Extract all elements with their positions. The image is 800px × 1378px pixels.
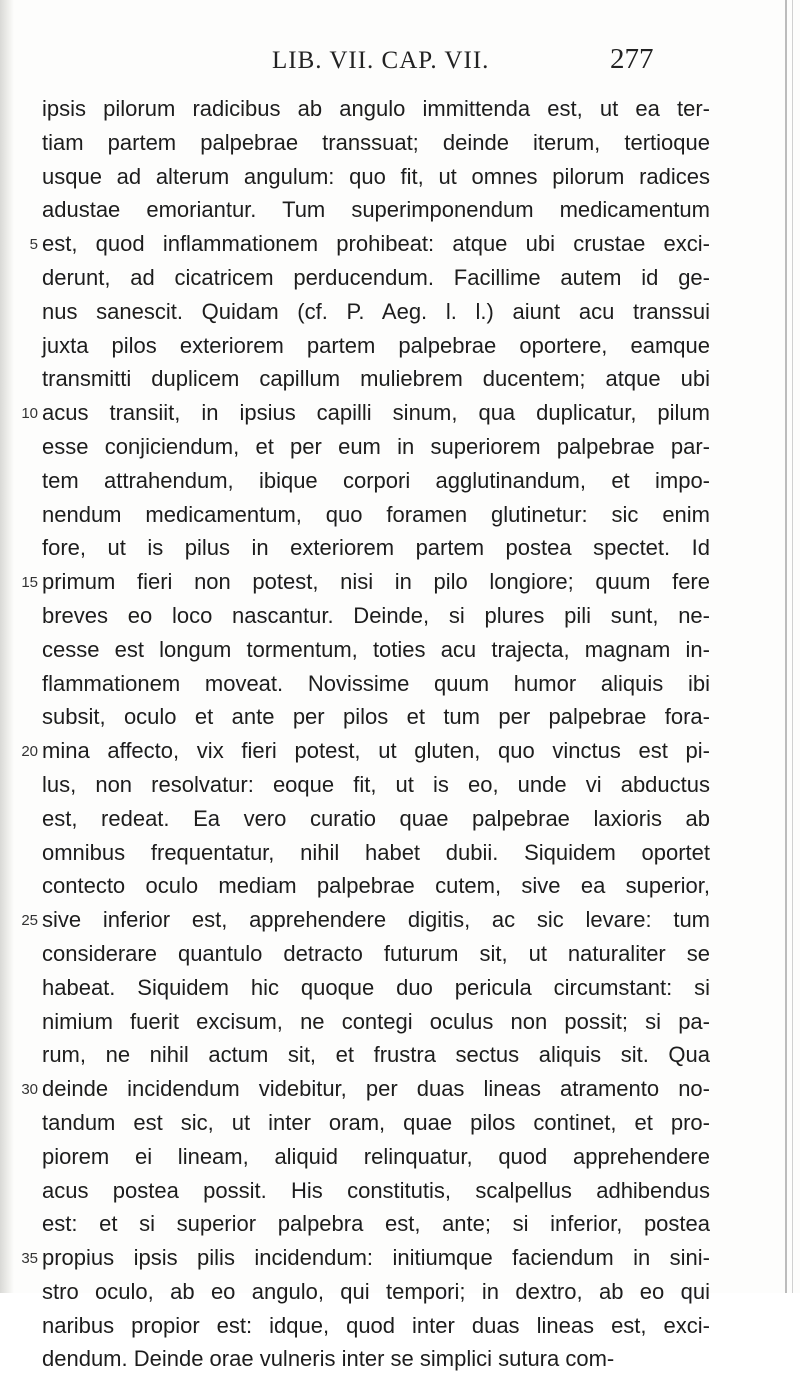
text-line bbox=[0, 1243, 800, 1277]
text-line bbox=[0, 297, 800, 331]
text-line bbox=[0, 1311, 800, 1345]
text-line bbox=[0, 838, 800, 872]
line-text: transmitti duplicem capillum muliebrem ducentem; atque ubi bbox=[42, 366, 710, 392]
line-number: 20 bbox=[21, 743, 38, 761]
text-line bbox=[0, 1108, 800, 1142]
text-line bbox=[0, 635, 800, 669]
page-number: 277 bbox=[610, 43, 654, 75]
text-line bbox=[0, 871, 800, 905]
text-line bbox=[0, 94, 800, 128]
text-line bbox=[0, 1142, 800, 1176]
line-text: est: et si superior palpebra est, ante; si inferior, postea bbox=[42, 1211, 710, 1237]
line-text: usque ad alterum angulum: quo fit, ut omnes pilorum radices bbox=[42, 163, 710, 189]
line-text: flammationem moveat. Novissime quum humor aliquis ibi bbox=[42, 670, 710, 696]
text-line bbox=[0, 770, 800, 804]
line-text: fore, ut is pilus in exteriorem partem postea spectet. Id bbox=[42, 535, 710, 561]
line-text: propius ipsis pilis incidendum: initiumque faciendum in sini- bbox=[42, 1245, 710, 1271]
line-text: derunt, ad cicatricem perducendum. Facillime autem id ge- bbox=[42, 264, 710, 290]
line-text: omnibus frequentatur, nihil habet dubii. Siquidem oportet bbox=[42, 839, 710, 865]
text-line bbox=[0, 331, 800, 365]
text-line bbox=[0, 1277, 800, 1311]
line-text: tandum est sic, ut inter oram, quae pilos continet, et pro- bbox=[42, 1109, 710, 1135]
text-line bbox=[0, 669, 800, 703]
line-text: rum, ne nihil actum sit, et frustra sectus aliquis sit. Qua bbox=[42, 1042, 710, 1068]
line-text: primum fieri non potest, nisi in pilo longiore; quum fere bbox=[42, 569, 710, 595]
line-text: subsit, oculo et ante per pilos et tum per palpebrae fora- bbox=[42, 704, 710, 730]
line-text: deinde incidendum videbitur, per duas lineas atramento no- bbox=[42, 1076, 710, 1102]
text-line bbox=[0, 1209, 800, 1243]
running-head bbox=[0, 43, 800, 83]
text-line bbox=[0, 1007, 800, 1041]
text-line bbox=[0, 195, 800, 229]
text-line bbox=[0, 364, 800, 398]
text-line bbox=[0, 398, 800, 432]
text-line bbox=[0, 567, 800, 601]
line-text: stro oculo, ab eo angulo, qui tempori; in dextro, ab eo qui bbox=[42, 1278, 710, 1304]
line-text: adustae emoriantur. Tum superimponendum medicamentum bbox=[42, 197, 710, 223]
text-line bbox=[0, 500, 800, 534]
line-number: 35 bbox=[21, 1250, 38, 1268]
line-text: contecto oculo mediam palpebrae cutem, sive ea superior, bbox=[42, 873, 710, 899]
line-text: cesse est longum tormentum, toties acu trajecta, magnam in- bbox=[42, 636, 710, 662]
text-line bbox=[0, 533, 800, 567]
text-line bbox=[0, 601, 800, 635]
line-number: 15 bbox=[21, 574, 38, 592]
line-text: nus sanescit. Quidam (cf. P. Aeg. l. l.) aiunt acu transsui bbox=[42, 298, 710, 324]
line-number: 25 bbox=[21, 912, 38, 930]
line-number: 5 bbox=[29, 236, 38, 254]
line-text: dendum. Deinde orae vulneris inter se simplici sutura com- bbox=[42, 1346, 615, 1372]
line-text: naribus propior est: idque, quod inter duas lineas est, exci- bbox=[42, 1312, 710, 1338]
line-number: 30 bbox=[21, 1081, 38, 1099]
text-line bbox=[0, 804, 800, 838]
body-text bbox=[0, 94, 800, 1378]
line-text: habeat. Siquidem hic quoque duo pericula circumstant: si bbox=[42, 974, 710, 1000]
text-line bbox=[0, 1344, 800, 1378]
line-text: esse conjiciendum, et per eum in superiorem palpebrae par- bbox=[42, 433, 710, 459]
line-text: est, redeat. Ea vero curatio quae palpebrae laxioris ab bbox=[42, 805, 710, 831]
text-line bbox=[0, 736, 800, 770]
line-text: juxta pilos exteriorem partem palpebrae oportere, eamque bbox=[42, 332, 710, 358]
line-text: est, quod inflammationem prohibeat: atque ubi crustae exci- bbox=[42, 231, 710, 257]
text-line bbox=[0, 702, 800, 736]
text-line bbox=[0, 128, 800, 162]
line-text: nimium fuerit excisum, ne contegi oculus non possit; si pa- bbox=[42, 1008, 710, 1034]
line-text: sive inferior est, apprehendere digitis, ac sic levare: tum bbox=[42, 907, 710, 933]
line-text: lus, non resolvatur: eoque fit, ut is eo, unde vi abductus bbox=[42, 771, 710, 797]
text-line bbox=[0, 263, 800, 297]
line-text: breves eo loco nascantur. Deinde, si plures pili sunt, ne- bbox=[42, 602, 710, 628]
text-line bbox=[0, 905, 800, 939]
text-line bbox=[0, 162, 800, 196]
line-text: tiam partem palpebrae transsuat; deinde iterum, tertioque bbox=[42, 129, 710, 155]
line-text: acus postea possit. His constitutis, scalpellus adhibendus bbox=[42, 1177, 710, 1203]
text-line bbox=[0, 973, 800, 1007]
line-text: mina affecto, vix fieri potest, ut gluten, quo vinctus est pi- bbox=[42, 738, 710, 764]
line-number: 10 bbox=[21, 405, 38, 423]
text-line bbox=[0, 1176, 800, 1210]
text-line bbox=[0, 432, 800, 466]
text-line bbox=[0, 1040, 800, 1074]
line-text: nendum medicamentum, quo foramen glutinetur: sic enim bbox=[42, 501, 710, 527]
line-text: tem attrahendum, ibique corpori agglutinandum, et impo- bbox=[42, 467, 710, 493]
text-line bbox=[0, 466, 800, 500]
text-line bbox=[0, 939, 800, 973]
text-line bbox=[0, 229, 800, 263]
line-text: acus transiit, in ipsius capilli sinum, qua duplicatur, pilum bbox=[42, 400, 710, 426]
line-text: ipsis pilorum radicibus ab angulo immittenda est, ut ea ter- bbox=[42, 96, 710, 121]
line-text: piorem ei lineam, aliquid relinquatur, quod apprehendere bbox=[42, 1143, 710, 1169]
running-title: LIB. VII. CAP. VII. bbox=[272, 47, 490, 74]
line-text: considerare quantulo detracto futurum sit, ut naturaliter se bbox=[42, 940, 710, 966]
text-line bbox=[0, 1074, 800, 1108]
